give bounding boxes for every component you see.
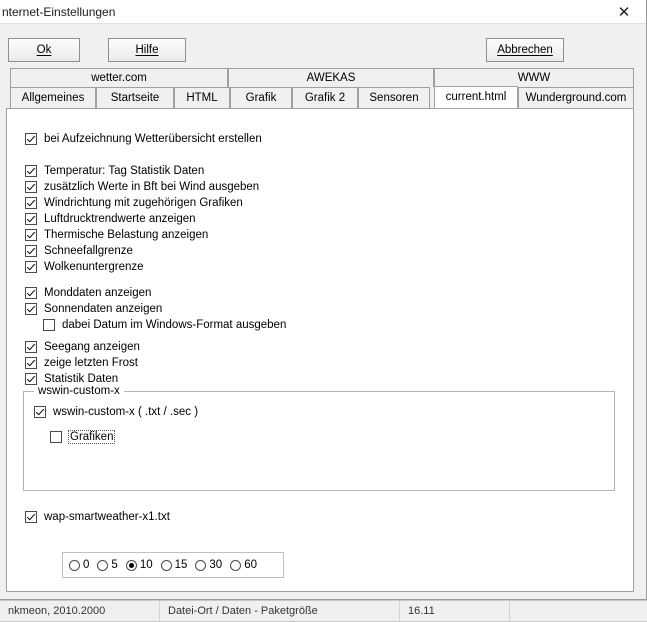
tab-strip xyxy=(6,68,640,108)
grafiken-interval-radio-group xyxy=(62,552,284,578)
ok-button-label: Ok xyxy=(36,44,52,56)
checkbox-label: Temperatur: Tag Statistik Daten xyxy=(44,165,205,177)
checkbox-wolkenuntergrenze[interactable] xyxy=(25,261,144,273)
checkbox-box xyxy=(34,406,46,418)
radio-label: 15 xyxy=(174,559,188,571)
checkbox-thermische-belastung[interactable] xyxy=(25,229,208,241)
checkbox-box xyxy=(50,431,62,443)
checkbox-box xyxy=(25,197,37,209)
radio-dot xyxy=(230,560,241,571)
checkbox-sonnendaten-anzeigen[interactable] xyxy=(25,303,162,315)
checkbox-box xyxy=(25,213,37,225)
checkbox-label: Grafiken xyxy=(70,431,114,443)
checkbox-windrichtung-grafiken[interactable] xyxy=(25,197,243,209)
radio-interval-15[interactable] xyxy=(161,559,188,571)
checkbox-label: zusätzlich Werte in Bft bei Wind ausgeben xyxy=(44,181,260,193)
radio-label: 10 xyxy=(139,559,153,571)
background-strip-cell: Datei-Ort / Daten - Paketgröße xyxy=(160,601,400,621)
checkbox-label: Seegang anzeigen xyxy=(44,341,140,353)
checkbox-label: Luftdrucktrendwerte anzeigen xyxy=(44,213,196,225)
checkbox-schneefallgrenze[interactable] xyxy=(25,245,133,257)
checkbox-box xyxy=(43,319,55,331)
tab-label: HTML xyxy=(186,92,218,104)
checkbox-box xyxy=(25,165,37,177)
tab-grafik[interactable] xyxy=(230,87,292,108)
tab-wunderground-com[interactable] xyxy=(518,87,634,108)
radio-dot xyxy=(69,560,80,571)
checkbox-box xyxy=(25,245,37,257)
help-button[interactable] xyxy=(108,38,186,62)
radio-dot xyxy=(161,560,172,571)
checkbox-datum-windows-format[interactable] xyxy=(43,319,286,331)
tab-label: WWW xyxy=(517,72,551,84)
checkbox-box xyxy=(25,229,37,241)
checkbox-label: dabei Datum im Windows-Format ausgeben xyxy=(62,319,287,331)
checkbox-zeige-letzten-frost[interactable] xyxy=(25,357,138,369)
background-strip-cell: 16.11 xyxy=(400,601,510,621)
tab-label: Allgemeines xyxy=(21,92,85,104)
radio-dot xyxy=(126,560,137,571)
checkbox-label: Windrichtung mit zugehörigen Grafiken xyxy=(44,197,243,209)
radio-dot xyxy=(97,560,108,571)
radio-interval-5[interactable] xyxy=(97,559,117,571)
tab-www[interactable] xyxy=(434,68,634,87)
tab-label: current.html xyxy=(445,91,507,103)
help-button-label: Hilfe xyxy=(135,44,159,56)
radio-dot xyxy=(195,560,206,571)
checkbox-box xyxy=(25,511,37,523)
checkbox-box xyxy=(25,341,37,353)
radio-interval-0[interactable] xyxy=(69,559,89,571)
tab-wetter-com[interactable] xyxy=(10,68,228,87)
checkbox-label: Statistik Daten xyxy=(44,373,119,385)
checkbox-label: zeige letzten Frost xyxy=(44,357,138,369)
radio-label: 0 xyxy=(83,559,90,571)
tab-allgemeines[interactable] xyxy=(10,87,96,108)
background-strip-cell: nkmeon, 2010.2000 xyxy=(0,601,160,621)
cancel-button-label: Abbrechen xyxy=(497,44,553,56)
tab-label: AWEKAS xyxy=(306,72,356,84)
tab-label: Grafik 2 xyxy=(304,92,346,104)
close-icon[interactable]: ✕ xyxy=(617,3,631,21)
dialog-titlebar xyxy=(0,0,646,24)
radio-interval-10[interactable] xyxy=(126,559,153,571)
current-html-panel xyxy=(6,108,634,592)
checkbox-temperatur-tag-statistik[interactable] xyxy=(25,165,204,177)
checkbox-label: Schneefallgrenze xyxy=(44,245,133,257)
checkbox-wetteruebersicht-erstellen[interactable] xyxy=(25,133,262,145)
checkbox-box xyxy=(25,287,37,299)
tab-label: Startseite xyxy=(110,92,160,104)
checkbox-box xyxy=(25,303,37,315)
checkbox-monddaten-anzeigen[interactable] xyxy=(25,287,151,299)
tab-current-html[interactable] xyxy=(434,86,518,108)
checkbox-box xyxy=(25,357,37,369)
checkbox-label: bei Aufzeichnung Wetterübersicht erstellen xyxy=(44,133,262,145)
checkbox-statistik-daten[interactable] xyxy=(25,373,118,385)
checkbox-box xyxy=(25,133,37,145)
cancel-button[interactable] xyxy=(486,38,564,62)
radio-interval-60[interactable] xyxy=(230,559,257,571)
ok-button[interactable] xyxy=(8,38,80,62)
tab-startseite[interactable] xyxy=(96,87,174,108)
checkbox-label: Wolkenuntergrenze xyxy=(44,261,144,273)
background-status-strip xyxy=(0,600,647,622)
checkbox-wap-smartweather[interactable] xyxy=(25,511,170,523)
checkbox-label: Thermische Belastung anzeigen xyxy=(44,229,209,241)
group-title: wswin-custom-x xyxy=(34,385,124,397)
radio-label: 30 xyxy=(209,559,223,571)
checkbox-luftdrucktrendwerte[interactable] xyxy=(25,213,196,225)
checkbox-label: Monddaten anzeigen xyxy=(44,287,152,299)
checkbox-seegang-anzeigen[interactable] xyxy=(25,341,140,353)
tab-label: wetter.com xyxy=(91,72,147,84)
checkbox-wswin-custom-x[interactable] xyxy=(34,406,198,418)
tab-grafik-2[interactable] xyxy=(292,87,358,108)
tab-sensoren[interactable] xyxy=(358,87,430,108)
tab-label: Grafik xyxy=(245,92,277,104)
tab-awekas[interactable] xyxy=(228,68,434,87)
checkbox-box xyxy=(25,261,37,273)
radio-label: 5 xyxy=(111,559,118,571)
tab-label: Wunderground.com xyxy=(525,92,627,104)
checkbox-box xyxy=(25,181,37,193)
checkbox-grafiken[interactable] xyxy=(50,430,115,444)
radio-interval-30[interactable] xyxy=(195,559,222,571)
checkbox-label: Sonnendaten anzeigen xyxy=(44,303,163,315)
checkbox-werte-in-bft[interactable] xyxy=(25,181,259,193)
checkbox-label: wswin-custom-x ( .txt / .sec ) xyxy=(53,406,199,418)
tab-html[interactable] xyxy=(174,87,230,108)
tab-label: Sensoren xyxy=(369,92,419,104)
dialog-button-bar xyxy=(0,24,646,68)
checkbox-label: wap-smartweather-x1.txt xyxy=(44,511,170,523)
checkbox-box xyxy=(25,373,37,385)
dialog-title: nternet-Einstellungen xyxy=(2,4,116,19)
radio-label: 60 xyxy=(244,559,257,571)
